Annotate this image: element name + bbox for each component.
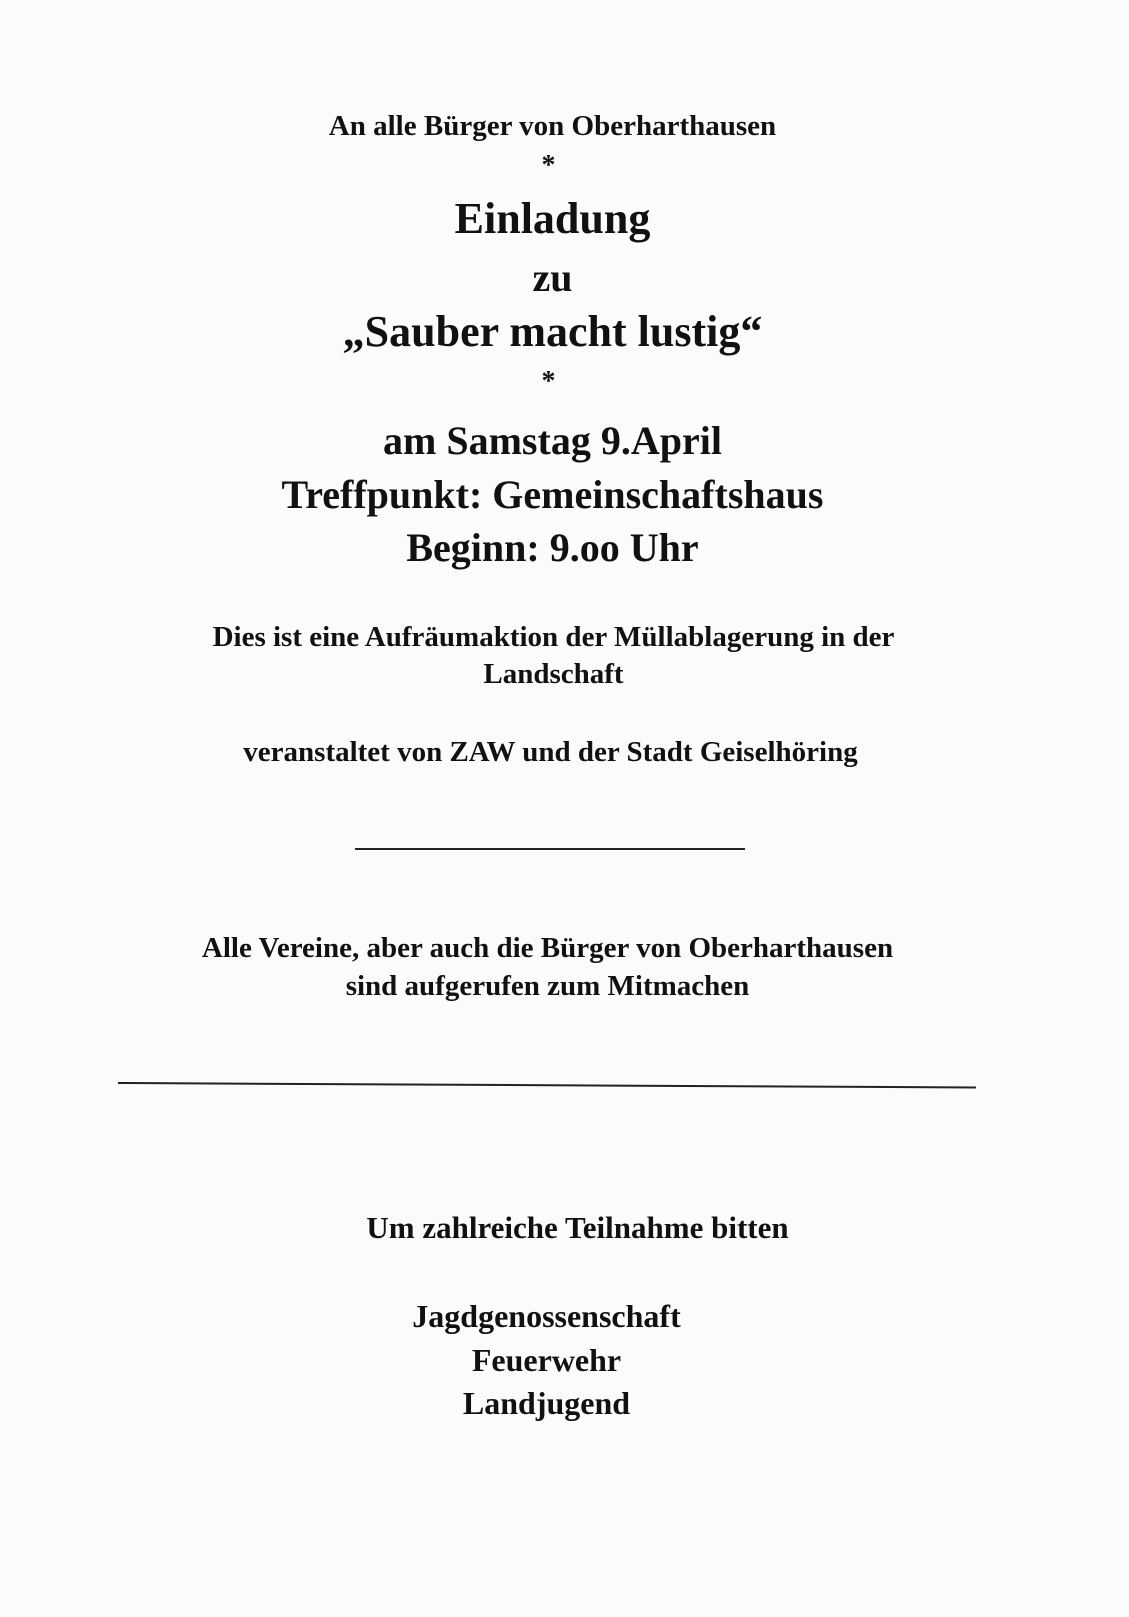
separator-asterisk-top: * [541,150,556,181]
start-time: Beginn: 9.oo Uhr [406,525,699,570]
meeting-point: Treffpunkt: Gemeinschaftshaus [281,472,824,517]
signatory-hunting-cooperative: Jagdgenossenschaft [412,1298,681,1334]
call-to-action-line-1: Alle Vereine, aber auch die Bürger von Oberharthausen [201,932,894,964]
separator-asterisk-bottom: * [541,366,556,397]
call-to-action-line-2: sind aufgerufen zum Mitmachen [345,970,750,1002]
signatory-fire-brigade: Feuerwehr [471,1342,622,1378]
divider-short [355,848,745,850]
invitation-title: Einladung [454,194,651,243]
description-line-1: Dies ist eine Aufräumaktion der Müllablagerung in der [212,621,895,653]
event-date: am Samstag 9.April [383,418,722,463]
title-connector: zu [532,255,573,300]
participation-request: Um zahlreiche Teilnahme bitten [366,1210,789,1245]
organizer-line: veranstaltet von ZAW und der Stadt Geiselhöring [243,736,858,768]
signatory-rural-youth: Landjugend [462,1385,631,1421]
addressee-line: An alle Bürger von Oberharthausen [328,110,777,142]
divider-long [118,1082,976,1088]
description-line-2: Landschaft [483,658,624,690]
event-name: „Sauber macht lustig“ [342,307,763,356]
